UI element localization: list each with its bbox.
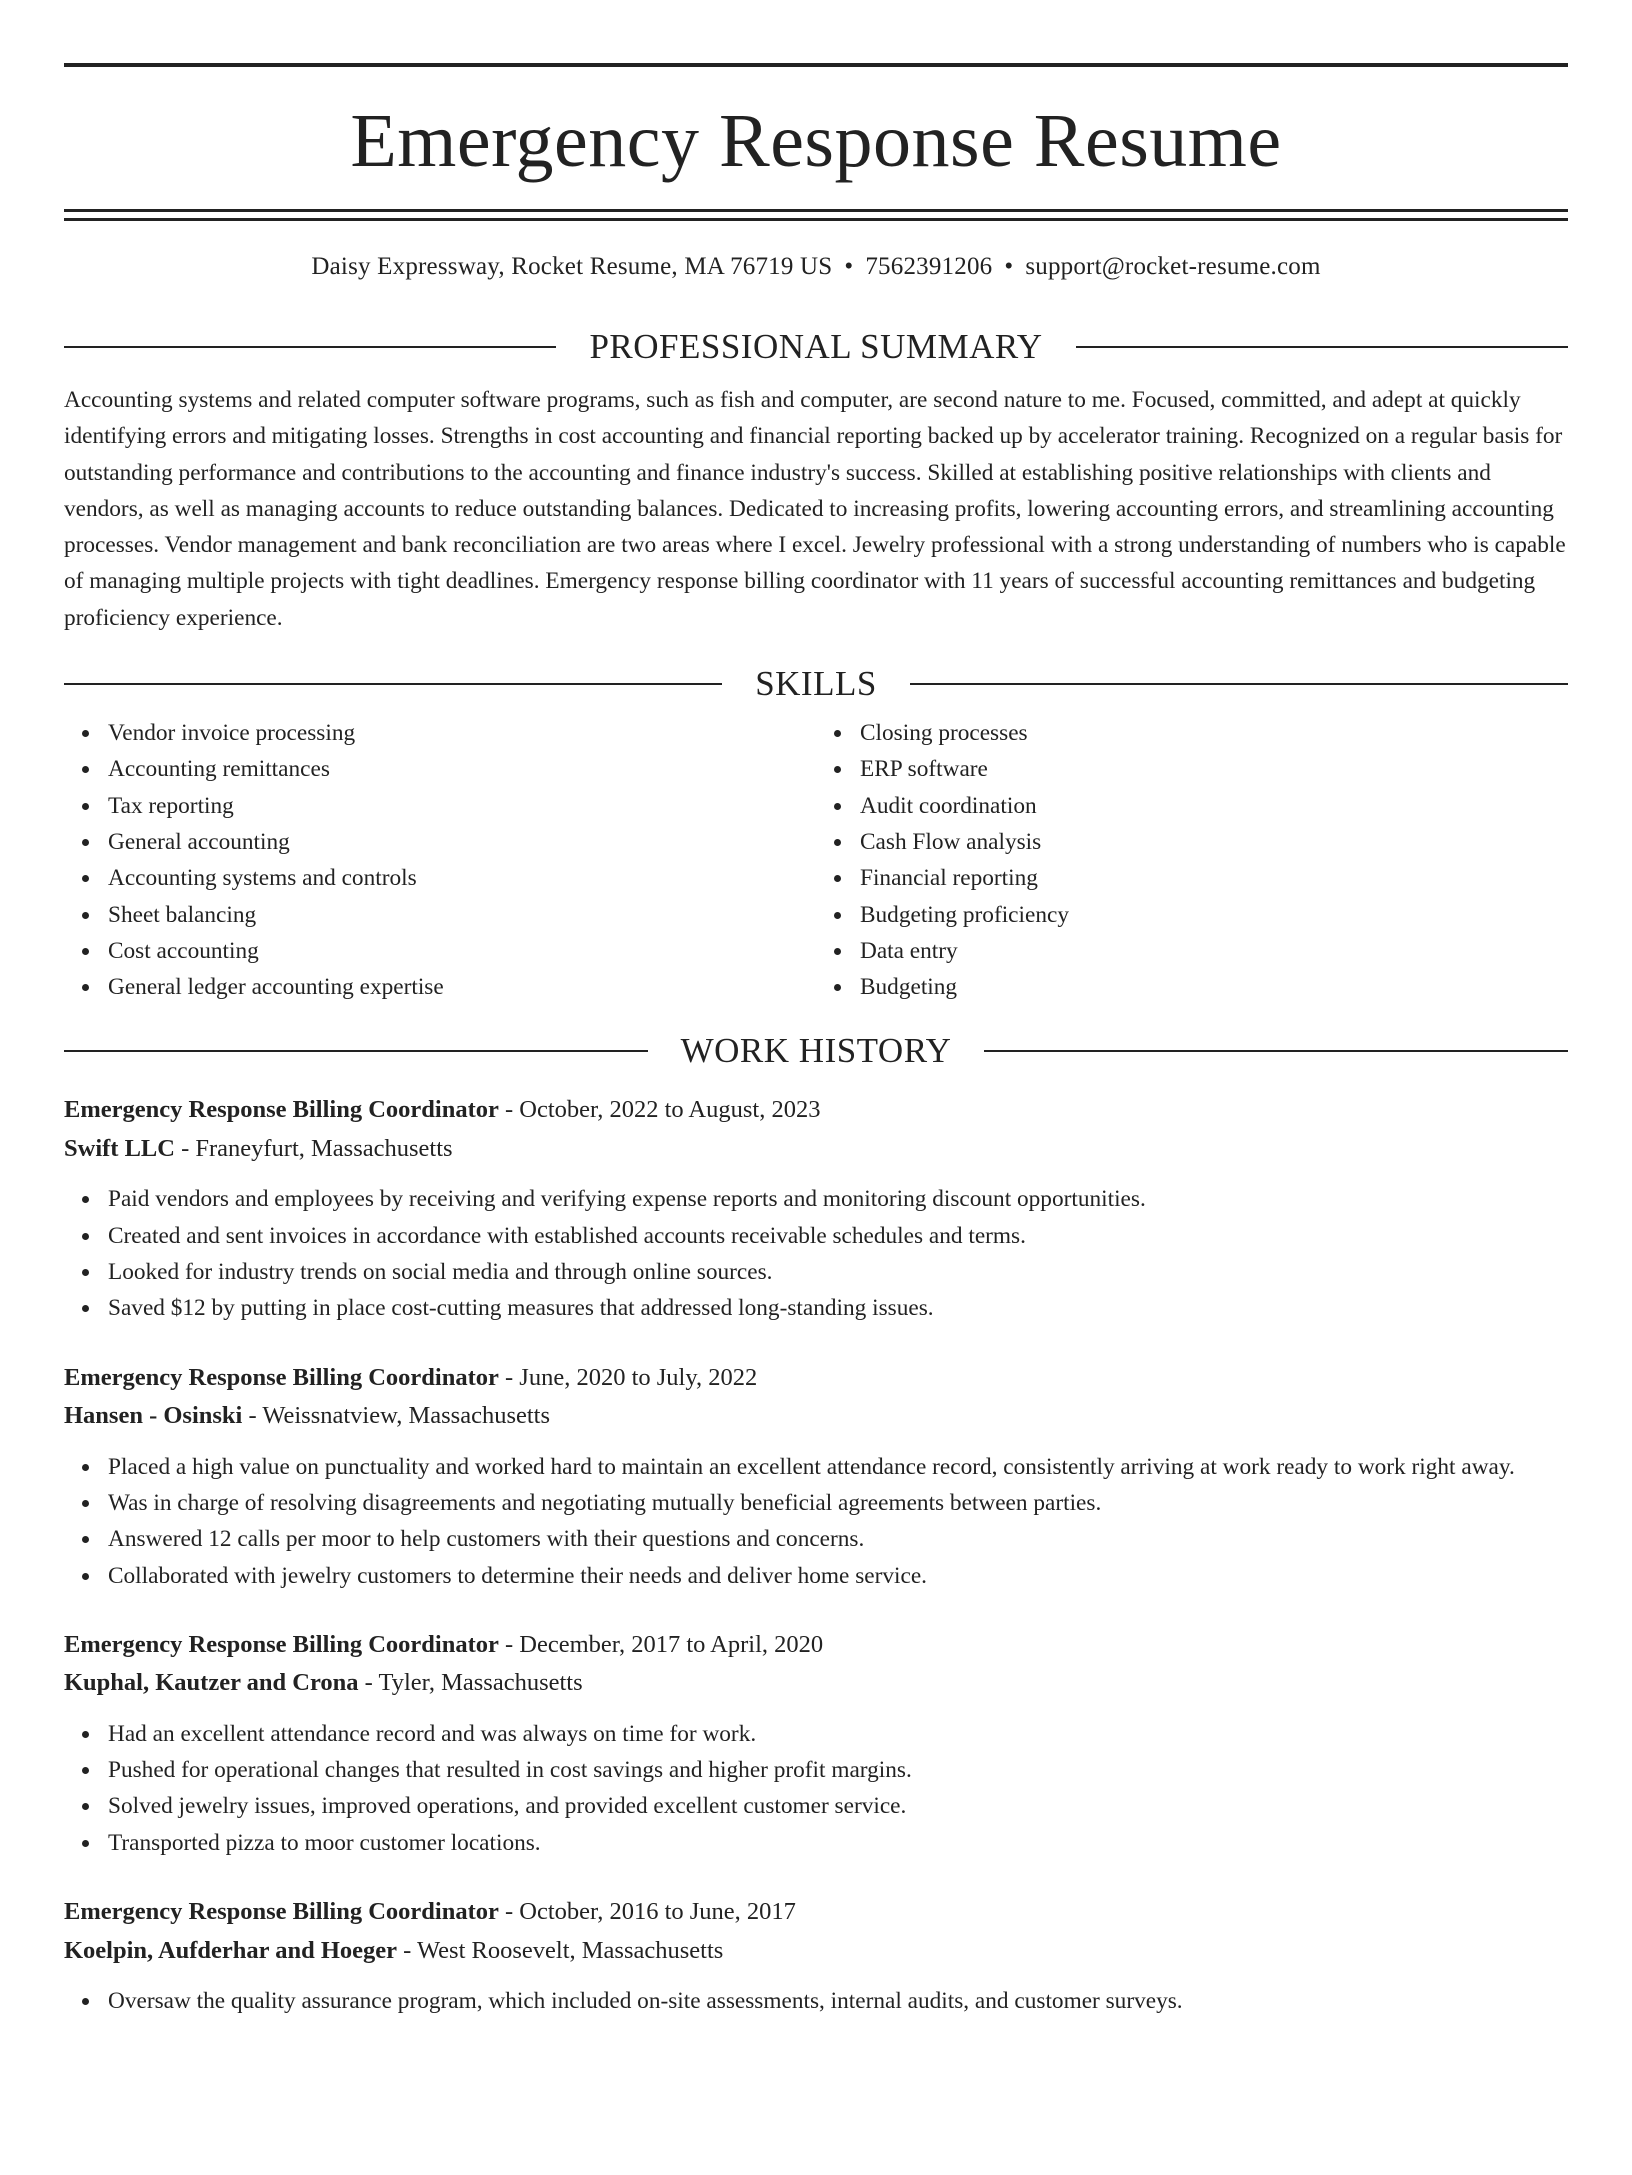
skills-section-heading: [64, 662, 1568, 706]
skills-heading-label: SKILLS: [755, 664, 877, 704]
skill-item: Budgeting: [860, 969, 1568, 1005]
job-role: Emergency Response Billing Coordinator: [64, 1363, 499, 1391]
job-role: Emergency Response Billing Coordinator: [64, 1096, 499, 1124]
job-title-line: [64, 1091, 1568, 1130]
job-role: Emergency Response Billing Coordinator: [64, 1898, 499, 1926]
heading-rule-left: [64, 346, 556, 348]
contact-line: [64, 249, 1568, 285]
job-bullet: Created and sent invoices in accordance with established accounts receivable schedules and terms.: [108, 1218, 1568, 1254]
job-company: Koelpin, Aufderhar and Hoeger: [64, 1936, 398, 1964]
skill-item: Data entry: [860, 933, 1568, 969]
job-role: Emergency Response Billing Coordinator: [64, 1630, 499, 1658]
job-company-line: [64, 1130, 1568, 1169]
job-bullet: Looked for industry trends on social media and through online sources.: [108, 1254, 1568, 1290]
skill-item: ERP software: [860, 751, 1568, 787]
skill-item: General ledger accounting expertise: [108, 969, 816, 1005]
skill-item: Budgeting proficiency: [860, 897, 1568, 933]
job-entry: [64, 1893, 1568, 2019]
job-bullet: Collaborated with jewelry customers to determine their needs and deliver home service.: [108, 1558, 1568, 1594]
contact-separator: •: [844, 253, 854, 280]
job-dates: - October, 2022 to August, 2023: [498, 1096, 821, 1124]
job-bullets: [64, 1181, 1568, 1326]
job-entry: [64, 1359, 1568, 1594]
job-entry: [64, 1626, 1568, 1861]
job-location: - Franeyfurt, Massachusetts: [174, 1134, 453, 1162]
job-company: Kuphal, Kautzer and Crona: [64, 1669, 359, 1697]
summary-paragraph: Accounting systems and related computer software programs, such as fish and computer, are second nature to me. Focused, committed, and adept at quickly identifying errors and mitigating losses. Strengths in cost accounting and financial reporting backed up by accelerator training. Recognized on a regular basis for outstanding performance and contributions to the accounting and finance industry's success. Skilled at establishing positive relationships with clients and vendors, as well as managing accounts to reduce outstanding balances. Dedicated to increasing profits, lowering accounting errors, and streamlining accounting processes. Vendor management and bank reconciliation are two areas where I excel. Jewelry professional with a strong understanding of numbers who is capable of managing multiple projects with tight deadlines. Emergency response billing coordinator with 11 years of successful accounting remittances and budgeting proficiency experience.: [64, 387, 1566, 631]
heading-rule-left: [64, 1050, 648, 1052]
job-bullet: Pushed for operational changes that resulted in cost savings and higher profit margins.: [108, 1752, 1568, 1788]
job-bullet: Paid vendors and employees by receiving and verifying expense reports and monitoring discount opportunities.: [108, 1181, 1568, 1217]
work-heading-label: WORK HISTORY: [680, 1031, 952, 1071]
contact-separator: •: [1004, 253, 1014, 280]
title-double-rule: [64, 209, 1568, 221]
skill-item: Accounting remittances: [108, 751, 816, 787]
work-section-heading: [64, 1029, 1568, 1073]
job-company-line: [64, 1932, 1568, 1971]
job-title-line: [64, 1626, 1568, 1665]
skills-list-right: [816, 715, 1568, 1005]
job-bullet: Solved jewelry issues, improved operations, and provided excellent customer service.: [108, 1788, 1568, 1824]
job-bullets: [64, 1716, 1568, 1861]
skill-item: Vendor invoice processing: [108, 715, 816, 751]
skill-item: Cash Flow analysis: [860, 824, 1568, 860]
job-title-line: [64, 1359, 1568, 1398]
heading-rule-right: [910, 683, 1568, 685]
job-dates: - October, 2016 to June, 2017: [498, 1898, 796, 1926]
skill-item: Cost accounting: [108, 933, 816, 969]
job-company: Swift LLC: [64, 1134, 175, 1162]
contact-phone: 7562391206: [865, 253, 993, 280]
skills-list-left: [64, 715, 816, 1005]
job-company-line: [64, 1397, 1568, 1436]
job-bullet: Was in charge of resolving disagreements and negotiating mutually beneficial agreements between parties.: [108, 1485, 1568, 1521]
job-location: - Weissnatview, Massachusetts: [242, 1402, 551, 1430]
job-bullets: [64, 1983, 1568, 2019]
resume-page: [0, 63, 1632, 2175]
summary-heading-label: PROFESSIONAL SUMMARY: [589, 327, 1043, 366]
skill-item: General accounting: [108, 824, 816, 860]
job-bullet: Had an excellent attendance record and was always on time for work.: [108, 1716, 1568, 1752]
heading-rule-left: [64, 683, 722, 685]
job-entry: [64, 1091, 1568, 1326]
job-bullet: Answered 12 calls per moor to help customers with their questions and concerns.: [108, 1521, 1568, 1557]
job-location: - West Roosevelt, Massachusetts: [397, 1936, 724, 1964]
skill-item: Audit coordination: [860, 788, 1568, 824]
job-bullet: Saved $12 by putting in place cost-cutting measures that addressed long-standing issues.: [108, 1290, 1568, 1326]
skill-item: Financial reporting: [860, 860, 1568, 896]
job-company-line: [64, 1664, 1568, 1703]
resume-title: Emergency Response Resume: [350, 99, 1282, 183]
skills-columns: [64, 715, 1568, 1005]
job-title-line: [64, 1893, 1568, 1932]
job-dates: - June, 2020 to July, 2022: [498, 1363, 758, 1391]
job-company: Hansen - Osinski: [64, 1402, 243, 1430]
summary-section-heading: [64, 325, 1568, 369]
contact-address: Daisy Expressway, Rocket Resume, MA 76719 US: [311, 253, 833, 280]
skill-item: Accounting systems and controls: [108, 860, 816, 896]
heading-rule-right: [1076, 346, 1568, 348]
job-bullet: Oversaw the quality assurance program, which included on-site assessments, internal audits, and customer surveys.: [108, 1983, 1568, 2019]
contact-email: support@rocket-resume.com: [1025, 253, 1321, 280]
job-bullet: Placed a high value on punctuality and worked hard to maintain an excellent attendance record, consistently arriving at work ready to work right away.: [108, 1449, 1568, 1485]
skill-item: Closing processes: [860, 715, 1568, 751]
heading-rule-right: [984, 1050, 1568, 1052]
job-bullet: Transported pizza to moor customer locations.: [108, 1825, 1568, 1861]
skill-item: Sheet balancing: [108, 897, 816, 933]
skill-item: Tax reporting: [108, 788, 816, 824]
job-bullets: [64, 1449, 1568, 1594]
job-dates: - December, 2017 to April, 2020: [498, 1630, 824, 1658]
job-location: - Tyler, Massachusetts: [358, 1669, 583, 1697]
